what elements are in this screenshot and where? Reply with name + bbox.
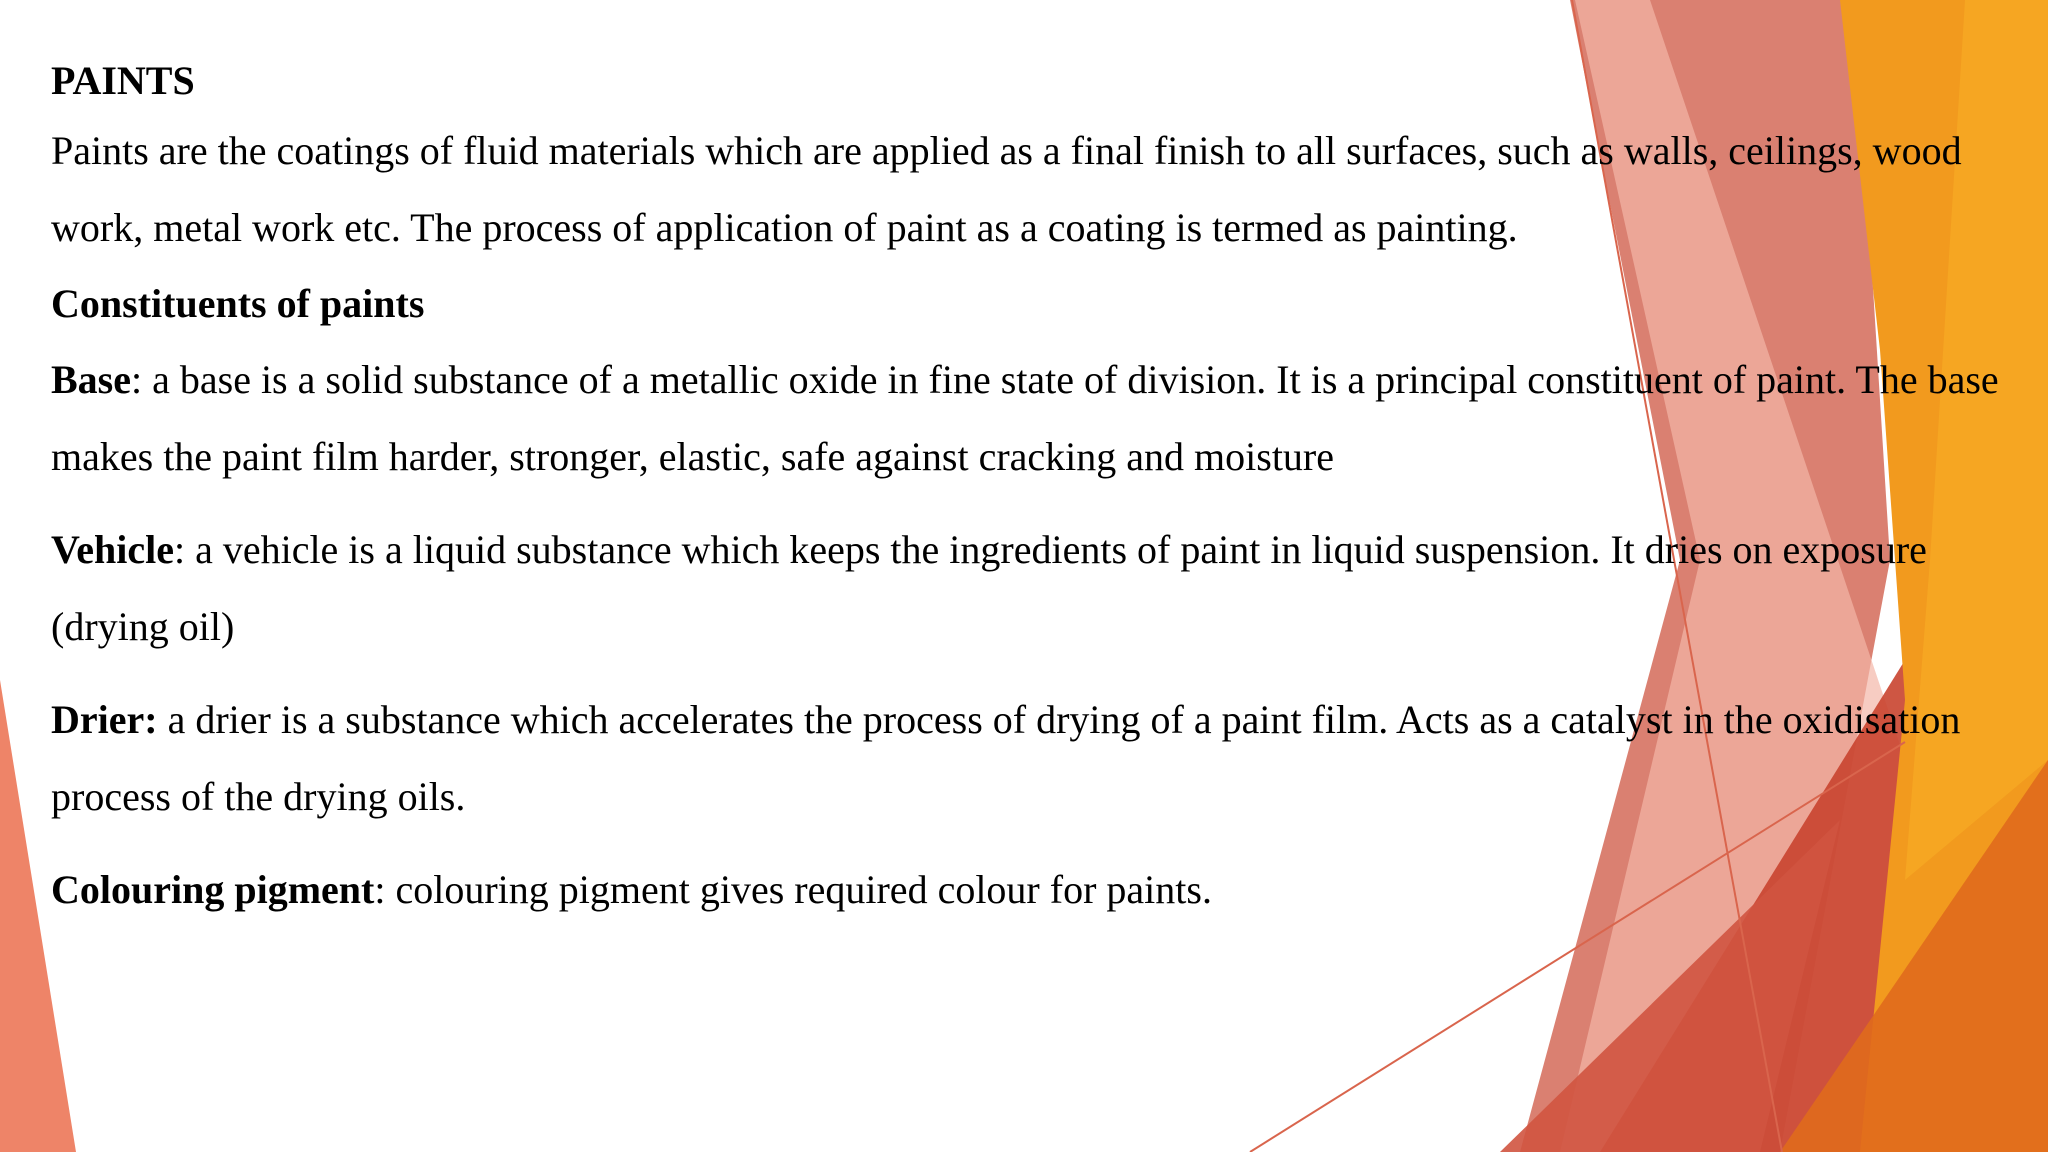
constituent-vehicle: [51, 511, 2001, 665]
intro-paragraph: Paints are the coatings of fluid materials which are applied as a final finish to all surfaces, such as walls, ceilings, wood work, metal work etc. The process of application of paint as a coating is termed as painting.: [51, 128, 1962, 250]
slide-title: PAINTS: [51, 58, 195, 103]
description-vehicle: : a vehicle is a liquid substance which keeps the ingredients of paint in liquid suspension. It dries on exposure (drying oil): [51, 527, 1927, 649]
description-base: : a base is a solid substance of a metallic oxide in fine state of division. It is a principal constituent of paint. The base makes the paint film harder, stronger, elastic, safe against cracking and moisture: [51, 357, 1999, 479]
description-drier: a drier is a substance which accelerates the process of drying of a paint film. Acts as a catalyst in the oxidisation process of the drying oils.: [51, 697, 1961, 819]
constituents-heading: Constituents of paints: [51, 281, 425, 326]
term-drier: Drier:: [51, 697, 158, 742]
term-vehicle: Vehicle: [51, 527, 174, 572]
slide-content: [51, 52, 2001, 928]
description-colouring-pigment: : colouring pigment gives required colour for paints.: [374, 867, 1212, 912]
term-colouring-pigment: Colouring pigment: [51, 867, 375, 912]
constituent-base: [51, 341, 2001, 495]
constituent-colouring-pigment: [51, 851, 2001, 928]
term-base: Base: [51, 357, 131, 402]
constituent-drier: [51, 681, 2001, 835]
